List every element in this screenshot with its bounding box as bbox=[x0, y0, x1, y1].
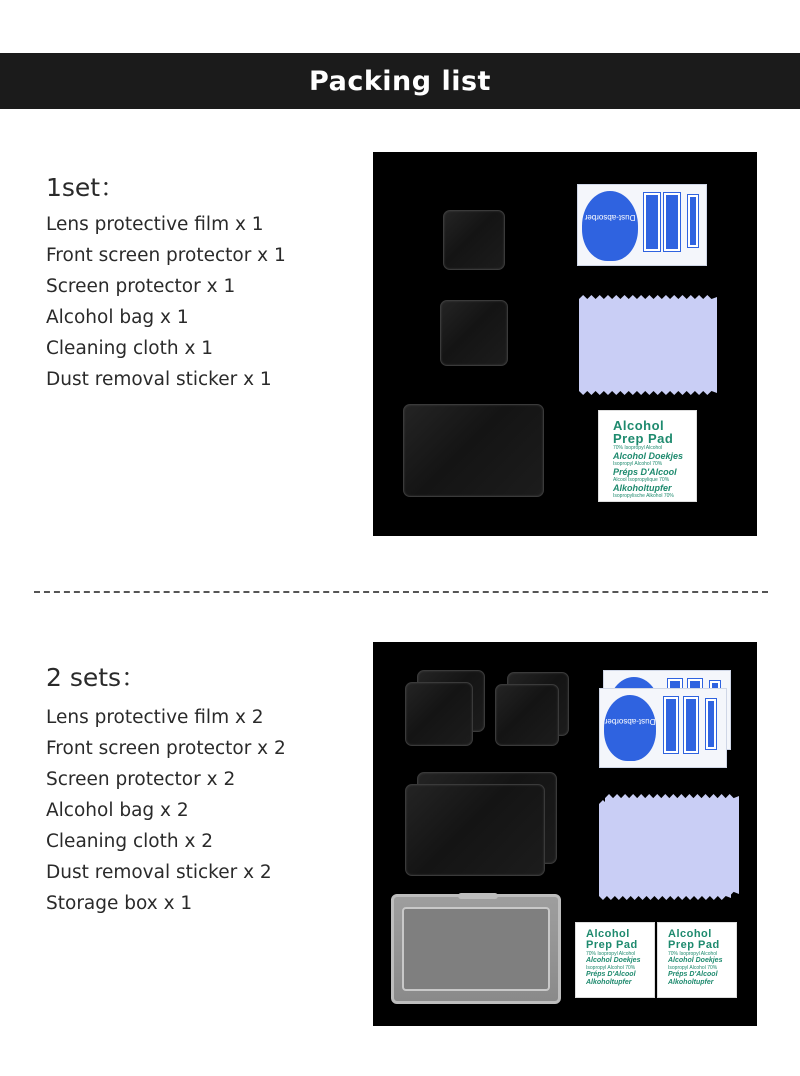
alcohol-text: Préps D'Alcool bbox=[668, 971, 718, 978]
cleaning-cloth bbox=[599, 800, 731, 900]
set2-item-list bbox=[46, 702, 286, 919]
lens-film-piece bbox=[405, 682, 473, 746]
list-item: Cleaning cloth x 1 bbox=[46, 338, 214, 359]
storage-box-lid bbox=[402, 907, 550, 991]
storage-box-clasp bbox=[458, 893, 498, 899]
alcohol-title: Prep Pad bbox=[668, 939, 720, 951]
guide-sticker bbox=[688, 195, 698, 247]
alcohol-text: 70% Isopropyl Alcohol bbox=[586, 951, 636, 957]
alcohol-text: Préps D'Alcool bbox=[613, 467, 677, 477]
dust-absorber-sticker bbox=[582, 191, 638, 261]
list-item: Storage box x 1 bbox=[46, 893, 193, 914]
guide-sticker bbox=[664, 697, 678, 753]
alcohol-title: Alcohol bbox=[613, 418, 665, 433]
dust-absorber-sticker bbox=[604, 695, 656, 761]
cleaning-cloth bbox=[579, 295, 717, 395]
alcohol-text: Isopropyl Alcohol 70% bbox=[668, 965, 718, 971]
list-item: Dust removal sticker x 2 bbox=[46, 862, 272, 883]
alcohol-title: Alcohol bbox=[586, 928, 630, 940]
storage-box bbox=[391, 894, 561, 1004]
alcohol-text: Isopropyl Alcohol 70% bbox=[586, 965, 636, 971]
guide-sticker bbox=[644, 193, 660, 251]
screen-protector-piece bbox=[405, 784, 545, 876]
list-item: Screen protector x 1 bbox=[46, 276, 236, 297]
alcohol-title: Prep Pad bbox=[586, 939, 638, 951]
list-item: Dust removal sticker x 1 bbox=[46, 369, 272, 390]
alcohol-prep-pad bbox=[598, 410, 697, 502]
dust-removal-sticker bbox=[599, 688, 727, 768]
list-item: Lens protective film x 1 bbox=[46, 214, 264, 235]
set2-product-photo bbox=[373, 642, 757, 1026]
set1-item-list bbox=[46, 209, 286, 395]
page-title: Packing list bbox=[309, 65, 491, 97]
list-item: Front screen protector x 1 bbox=[46, 245, 286, 266]
set1-product-photo bbox=[373, 152, 757, 536]
alcohol-text: Alkoholtupfer bbox=[586, 979, 632, 986]
front-screen-protector-piece bbox=[440, 300, 508, 366]
guide-sticker bbox=[706, 699, 716, 749]
alcohol-text: Isopropyl Alcohol 70% bbox=[613, 461, 663, 467]
alcohol-text: Alkoholtupfer bbox=[668, 979, 714, 986]
header-bar bbox=[0, 53, 800, 109]
list-item: Alcohol bag x 2 bbox=[46, 800, 189, 821]
dust-removal-sticker bbox=[577, 184, 707, 266]
alcohol-text: Alkoholtupfer bbox=[613, 483, 672, 493]
alcohol-prep-pad bbox=[657, 922, 737, 998]
list-item: Front screen protector x 2 bbox=[46, 738, 286, 759]
set1-title: 1set： bbox=[46, 173, 126, 202]
alcohol-text: Préps D'Alcool bbox=[586, 971, 636, 978]
guide-sticker bbox=[664, 193, 680, 251]
list-item: Screen protector x 2 bbox=[46, 769, 236, 790]
alcohol-text: Alcool Isopropylique 70% bbox=[613, 477, 670, 483]
list-item: Lens protective film x 2 bbox=[46, 707, 264, 728]
alcohol-text: 70% Isopropyl Alcohol bbox=[668, 951, 718, 957]
list-item: Alcohol bag x 1 bbox=[46, 307, 189, 328]
alcohol-title: Alcohol bbox=[668, 928, 712, 940]
lens-film-piece bbox=[443, 210, 505, 270]
dust-absorber-label: Dust-absorber bbox=[604, 717, 656, 726]
alcohol-text: Alcohol Doekjes bbox=[668, 957, 723, 964]
alcohol-title: Prep Pad bbox=[613, 431, 674, 446]
alcohol-text: Alcohol Doekjes bbox=[613, 451, 684, 461]
list-item: Cleaning cloth x 2 bbox=[46, 831, 214, 852]
alcohol-text: Alcohol Doekjes bbox=[586, 957, 641, 964]
alcohol-prep-pad bbox=[575, 922, 655, 998]
alcohol-text: Isopropylische Alkohol 70% bbox=[613, 493, 674, 499]
set2-title: 2 sets： bbox=[46, 663, 147, 692]
front-screen-protector-piece bbox=[495, 684, 559, 746]
dust-absorber-label: Dust-absorber bbox=[584, 213, 636, 222]
screen-protector-piece bbox=[403, 404, 544, 497]
section-divider bbox=[34, 591, 768, 593]
alcohol-text: 70% Isopropyl Alcohol bbox=[613, 445, 663, 451]
guide-sticker bbox=[684, 697, 698, 753]
